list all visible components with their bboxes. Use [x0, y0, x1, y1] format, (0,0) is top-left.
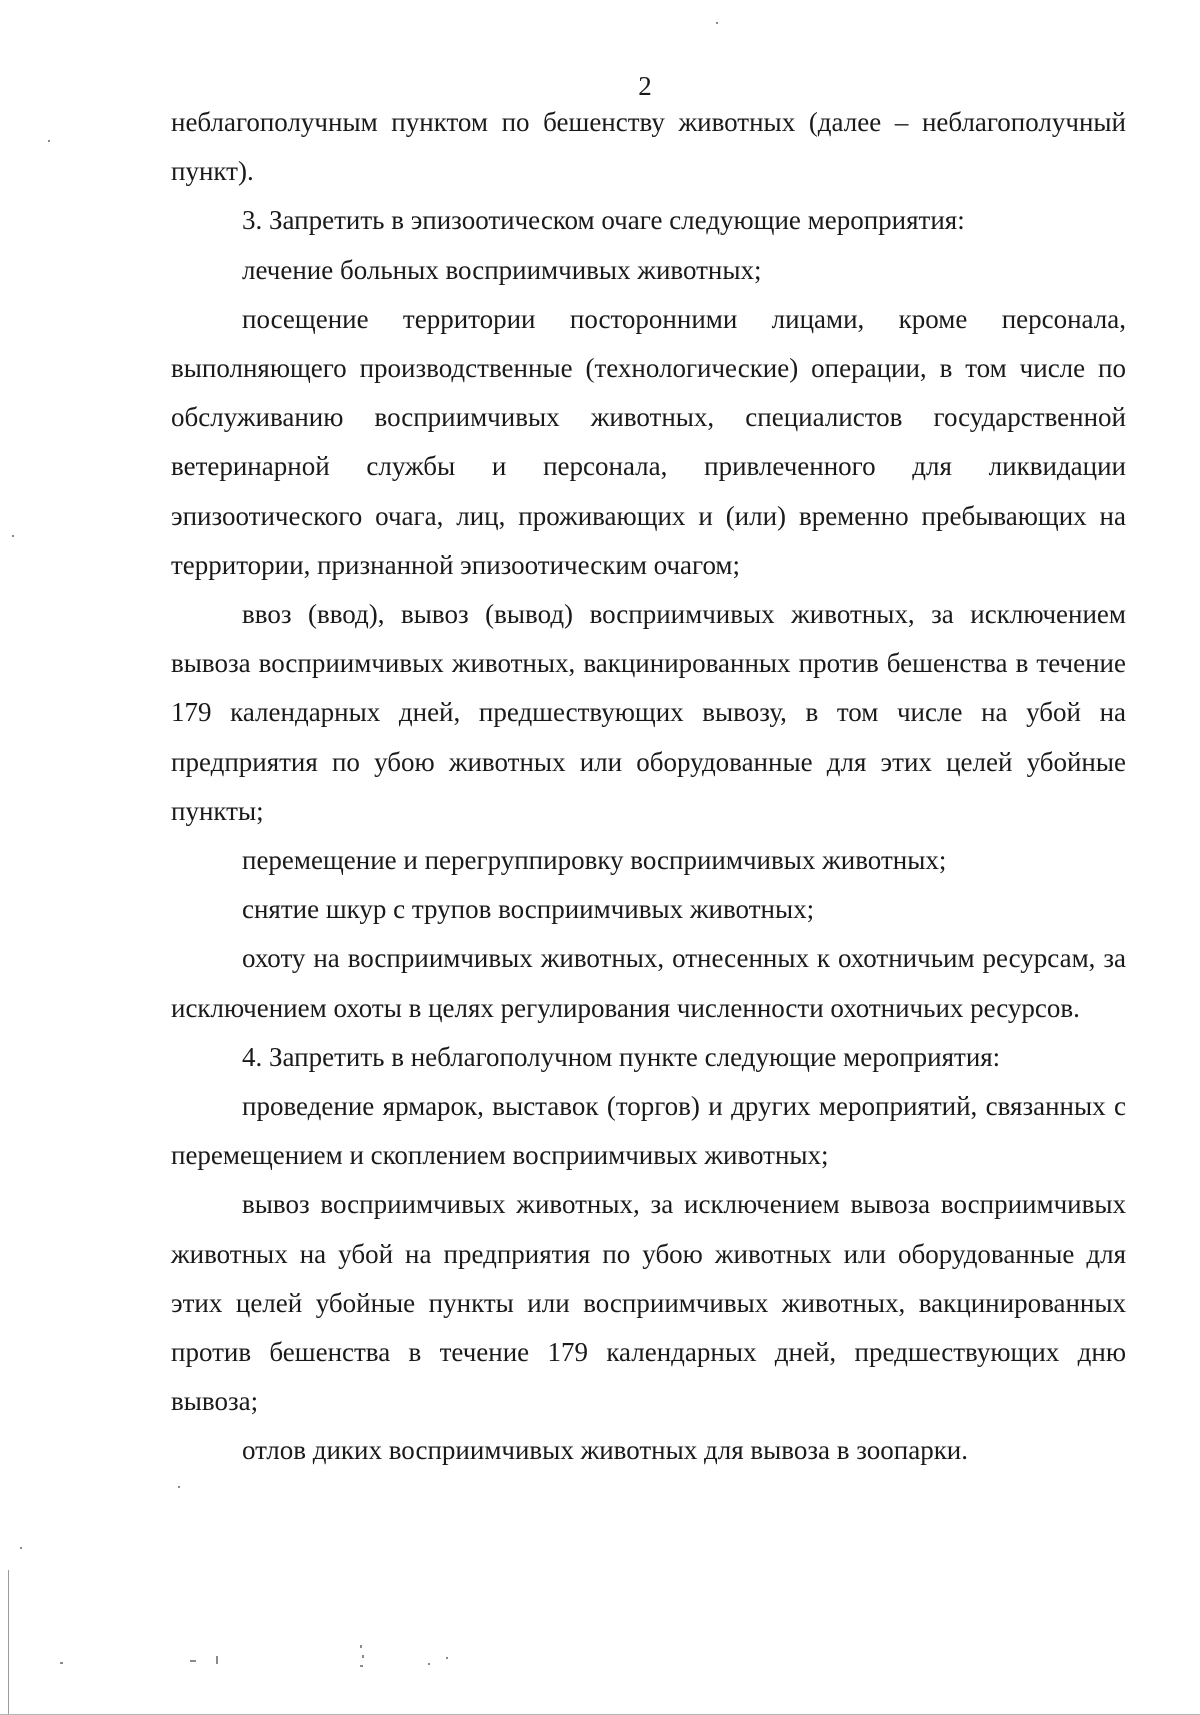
- paragraph-8: охоту на восприимчивых животных, отнесенных к охотничьим ресурсам, за исключением охоты в целях регулирования численности охотничьих ресурсов.: [171, 943, 1126, 1023]
- scan-speck: [48, 140, 50, 142]
- paragraph-2: 3. Запретить в эпизоотическом очаге следующие мероприятия:: [242, 205, 965, 236]
- paragraph-4: посещение территории посторонними лицами, кроме персонала, выполняющего производственные (технологические) операции, в том числе по обслуживанию восприимчивых животных, специалистов государственной ветеринарной службы и персонала, привлеченного для ликвидации эпизоотического очага, лиц, проживающих и (или) временно пребывающих на территории, признанной эпизоотическим очагом;: [171, 303, 1126, 580]
- paragraph-7: снятие шкур с трупов восприимчивых животных;: [242, 894, 815, 925]
- paragraph-5: ввоз (ввод), вывоз (вывод) восприимчивых животных, за исключением вывоза восприимчивых животных, вакцинированных против бешенства в течение 179 календарных дней, предшествующих вывозу, в том числе на убой на предприятия по убою животных или оборудованные для этих целей убойные пункты;: [171, 599, 1126, 826]
- scan-speck: [190, 1660, 196, 1662]
- scan-speck: [716, 22, 718, 24]
- paragraph-1: неблагополучным пунктом по бешенству животных (далее – неблагополучный пункт).: [171, 107, 1126, 187]
- page-number: 2: [638, 71, 652, 101]
- scan-edge-line: [8, 1570, 9, 1715]
- paragraph-11: вывоз восприимчивых животных, за исключением вывоза восприимчивых животных на убой на предприятия по убою животных или оборудованные для этих целей убойные пункты или восприимчивых животных, вакцинированных против бешенства в течение 179 календарных дней, предшествующих дню вывоза;: [171, 1189, 1126, 1417]
- scan-speck: [216, 1656, 218, 1664]
- scan-speck: [446, 1657, 448, 1659]
- scan-speck: [60, 1662, 63, 1664]
- paragraph-3: лечение больных восприимчивых животных;: [242, 254, 762, 285]
- paragraph-10: проведение ярмарок, выставок (торгов) и других мероприятий, связанных с перемещением и скоплением восприимчивых животных;: [171, 1091, 1126, 1171]
- scan-speck: [20, 1547, 22, 1549]
- scan-speck: [360, 1665, 363, 1667]
- scan-speck: [360, 1645, 362, 1648]
- scan-speck: [428, 1663, 430, 1665]
- scan-speck: [12, 535, 14, 537]
- paragraph-9: 4. Запретить в неблагополучном пункте следующие мероприятия:: [242, 1041, 1001, 1072]
- paragraph-6: перемещение и перегруппировку восприимчивых животных;: [242, 845, 947, 876]
- scan-speck: [362, 1655, 364, 1658]
- paragraph-12: отлов диких восприимчивых животных для вывоза в зоопарки.: [242, 1435, 969, 1466]
- scan-speck: [178, 1486, 180, 1488]
- document-body: [171, 98, 1126, 1476]
